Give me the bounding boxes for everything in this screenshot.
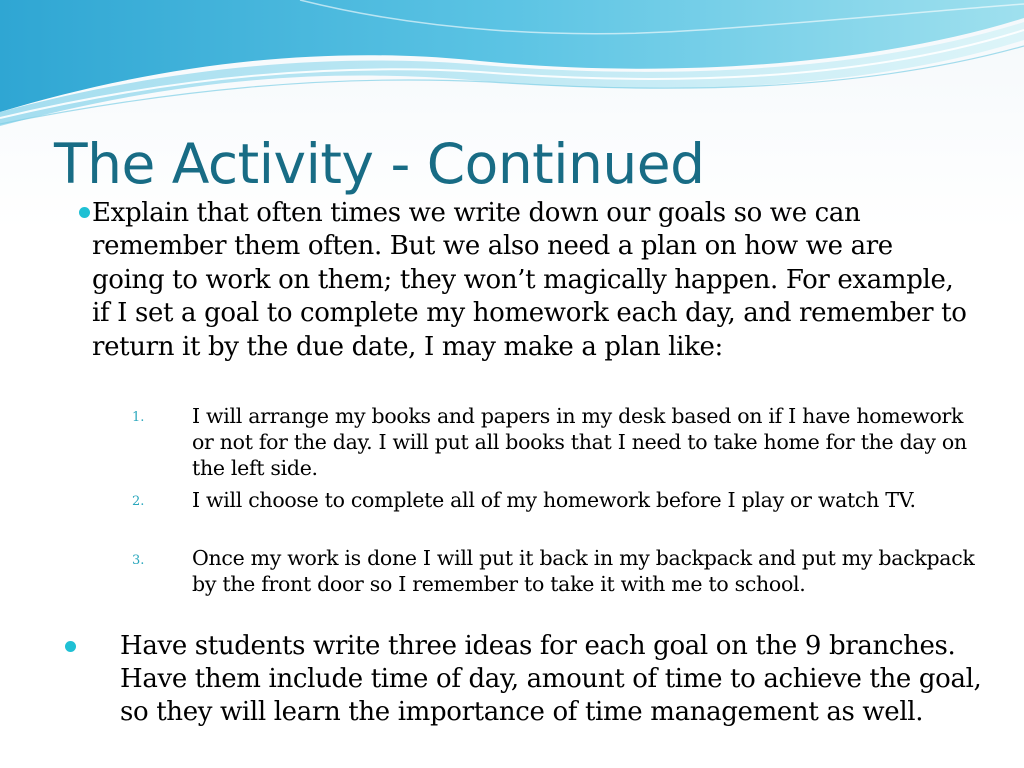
list-number-2: 2. [132, 494, 145, 509]
list-number-1: 1. [132, 410, 145, 425]
wave-banner [0, 0, 1024, 130]
list-number-3: 3. [132, 553, 145, 568]
bullet-icon [79, 207, 90, 218]
list-item-3-text: Once my work is done I will put it back in my backpack and put my backpack by the front door so I remember to take it with me to school. [192, 546, 975, 596]
bullet-1-text: Explain that often times we write down our goals so we can remember them often. But we also need a plan on how we are going to work on them; they won’t magically happen. For example, if I set a goal to complete my homework each day, and remember to return it by the due date, I may make a plan like: [92, 198, 967, 362]
slide-title: The Activity - Continued [54, 132, 705, 196]
list-item-1-text: I will arrange my books and papers in my desk based on if I have homework or not for the day. I will put all books that I need to take home for the day on the left side. [192, 404, 967, 480]
bullet-icon [65, 641, 76, 652]
bullet-2-text: Have students write three ideas for each goal on the 9 branches. Have them include time of day, amount of time to achieve the goal, so they will learn the importance of time management as well. [120, 631, 982, 727]
list-item-2-text: I will choose to complete all of my homework before I play or watch TV. [192, 488, 916, 512]
